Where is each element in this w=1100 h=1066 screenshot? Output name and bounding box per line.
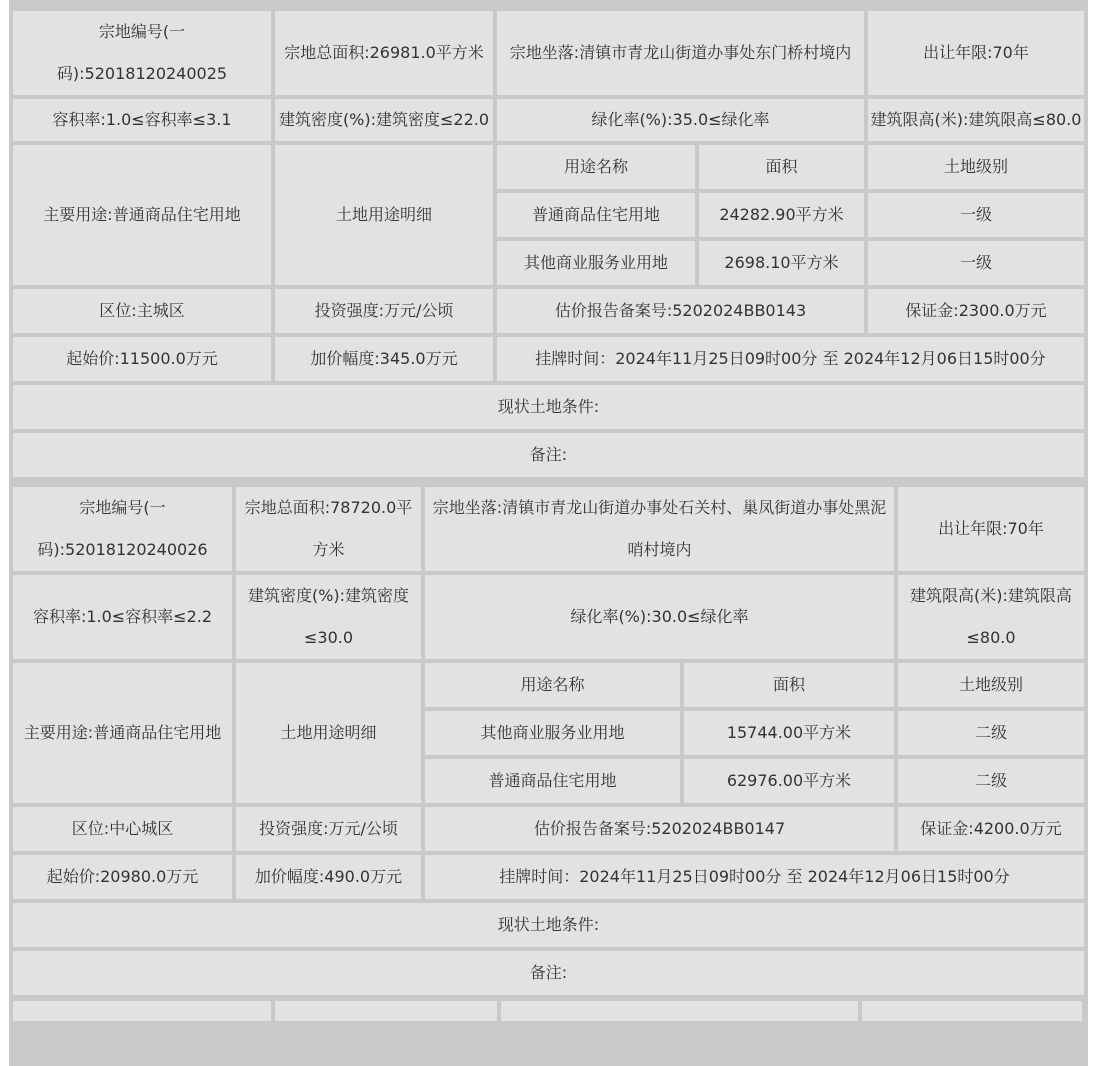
parcel-appraisal-no: 估价报告备案号:5202024BB0147 — [425, 807, 894, 851]
parcel-density: 建筑密度(%):建筑密度≤22.0 — [275, 99, 493, 141]
parcel-deposit: 保证金:2300.0万元 — [868, 289, 1084, 333]
parcel-condition: 现状土地条件: — [13, 385, 1084, 429]
use-grade: 二级 — [898, 711, 1084, 755]
parcel-condition: 现状土地条件: — [13, 903, 1084, 947]
parcel-table — [9, 7, 1088, 481]
parcel-code: 宗地编号(一码):52018120240025 — [13, 11, 271, 95]
use-grade: 一级 — [868, 193, 1084, 237]
parcel-term: 出让年限:70年 — [898, 487, 1084, 571]
use-name: 普通商品住宅用地 — [425, 759, 680, 803]
parcel-location: 宗地坐落:清镇市青龙山街道办事处石关村、巢凤街道办事处黑泥哨村境内 — [425, 487, 894, 571]
parcel-green-rate: 绿化率(%):30.0≤绿化率 — [425, 575, 894, 659]
parcel-start-price: 起始价:20980.0万元 — [13, 855, 232, 899]
parcel-main-use: 主要用途:普通商品住宅用地 — [13, 663, 232, 803]
partial-cell — [13, 1001, 271, 1021]
parcel-increment: 加价幅度:345.0万元 — [275, 337, 493, 381]
parcel-main-use: 主要用途:普通商品住宅用地 — [13, 145, 271, 285]
use-header-name: 用途名称 — [425, 663, 680, 707]
use-area: 62976.00平方米 — [684, 759, 894, 803]
parcel-total-area: 宗地总面积:26981.0平方米 — [275, 11, 493, 95]
parcel-use-detail-label: 土地用途明细 — [275, 145, 493, 285]
parcel-green-rate: 绿化率(%):35.0≤绿化率 — [497, 99, 864, 141]
parcel-term: 出让年限:70年 — [868, 11, 1084, 95]
use-name: 普通商品住宅用地 — [497, 193, 695, 237]
parcel-zone: 区位:主城区 — [13, 289, 271, 333]
use-header-grade: 土地级别 — [898, 663, 1084, 707]
parcel-deposit: 保证金:4200.0万元 — [898, 807, 1084, 851]
parcel-remark: 备注: — [13, 951, 1084, 995]
parcel-location: 宗地坐落:清镇市青龙山街道办事处东门桥村境内 — [497, 11, 864, 95]
top-divider — [9, 0, 1088, 7]
parcel-height-limit: 建筑限高(米):建筑限高≤80.0 — [868, 99, 1084, 141]
parcel-increment: 加价幅度:490.0万元 — [236, 855, 421, 899]
use-area: 2698.10平方米 — [699, 241, 864, 285]
parcel-remark: 备注: — [13, 433, 1084, 477]
partial-cell — [862, 1001, 1082, 1021]
parcel-investment: 投资强度:万元/公顷 — [236, 807, 421, 851]
parcel-far: 容积率:1.0≤容积率≤2.2 — [13, 575, 232, 659]
parcel-investment: 投资强度:万元/公顷 — [275, 289, 493, 333]
parcel-density: 建筑密度(%):建筑密度≤30.0 — [236, 575, 421, 659]
use-name: 其他商业服务业用地 — [497, 241, 695, 285]
land-listing-panel — [9, 0, 1088, 1066]
use-header-area: 面积 — [699, 145, 864, 189]
parcel-zone: 区位:中心城区 — [13, 807, 232, 851]
use-header-grade: 土地级别 — [868, 145, 1084, 189]
parcel-start-price: 起始价:11500.0万元 — [13, 337, 271, 381]
use-area: 15744.00平方米 — [684, 711, 894, 755]
parcel-listing-time: 挂牌时间：2024年11月25日09时00分 至 2024年12月06日15时00分 — [497, 337, 1084, 381]
parcel-far: 容积率:1.0≤容积率≤3.1 — [13, 99, 271, 141]
use-area: 24282.90平方米 — [699, 193, 864, 237]
partial-cell — [501, 1001, 858, 1021]
parcel-appraisal-no: 估价报告备案号:5202024BB0143 — [497, 289, 864, 333]
use-grade: 一级 — [868, 241, 1084, 285]
parcel-code: 宗地编号(一码):52018120240026 — [13, 487, 232, 571]
use-header-name: 用途名称 — [497, 145, 695, 189]
next-parcel-partial-row — [9, 1001, 1088, 1021]
parcel-total-area: 宗地总面积:78720.0平方米 — [236, 487, 421, 571]
parcel-listing-time: 挂牌时间：2024年11月25日09时00分 至 2024年12月06日15时00分 — [425, 855, 1084, 899]
parcel-table — [9, 483, 1088, 999]
parcel-use-detail-label: 土地用途明细 — [236, 663, 421, 803]
use-grade: 二级 — [898, 759, 1084, 803]
partial-cell — [275, 1001, 497, 1021]
parcel-height-limit: 建筑限高(米):建筑限高≤80.0 — [898, 575, 1084, 659]
use-header-area: 面积 — [684, 663, 894, 707]
use-name: 其他商业服务业用地 — [425, 711, 680, 755]
